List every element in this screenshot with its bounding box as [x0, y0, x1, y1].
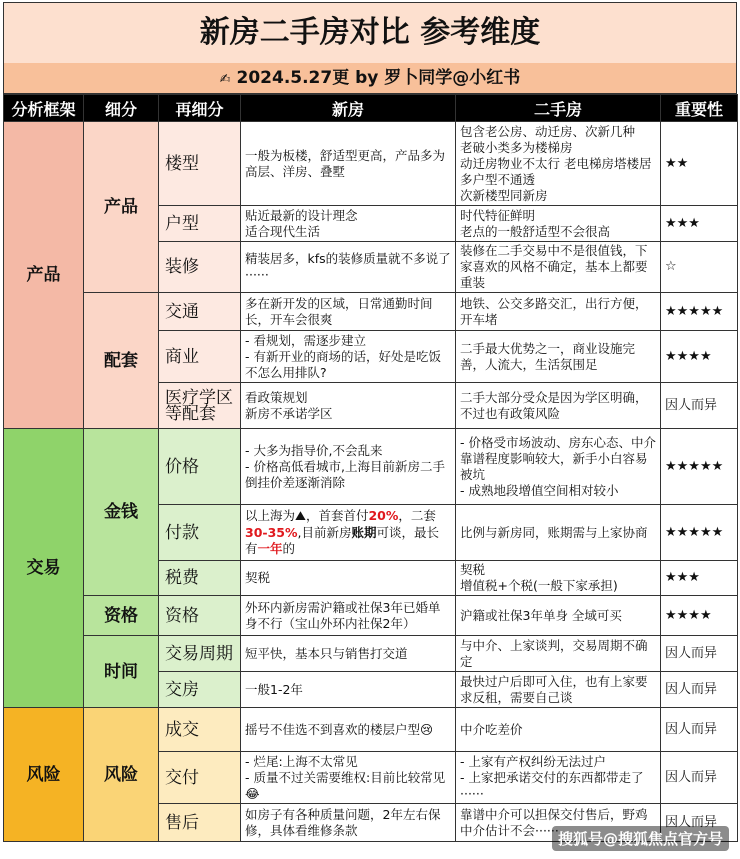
imp-jiaofang: 因人而异 [661, 672, 738, 708]
imp-huxing: ★★★ [661, 206, 738, 242]
new-zige: 外环内新房需沪籍或社保3年已婚单身不行（宝山外环内社保2年） [241, 596, 456, 636]
new-shouhou: 如房子有各种质量问题，2年左右保修，具体看维修条款 [241, 804, 456, 842]
item-jiaotong: 交通 [159, 293, 241, 331]
sub-product: 产品 [84, 122, 159, 293]
imp-chengjiao: 因人而异 [661, 708, 738, 752]
used-zhouqi: 与中介、上家谈判，交易周期不确定 [456, 636, 661, 672]
new-fukuan: 以上海为⛰，首套首付20%，二套30-35%,目前新房账期可谈，最长有一年的 [241, 505, 456, 561]
sub-zige: 资格 [84, 596, 159, 636]
imp-jiaofu: 因人而异 [661, 752, 738, 804]
new-yiliao: 看政策规划 新房不承诺学区 [241, 383, 456, 429]
item-fukuan: 付款 [159, 505, 241, 561]
table-row [4, 293, 738, 331]
imp-jiage: ★★★★★ [661, 429, 738, 505]
used-jiaofu: - 上家有产权纠纷无法过户 - 上家把承诺交付的东西都带走了······ [456, 752, 661, 804]
used-shangye: 二手最大优势之一，商业设施完善，人流大，生活氛围足 [456, 331, 661, 383]
item-shuifei: 税费 [159, 561, 241, 596]
used-shuifei: 契税 增值税+个税(一般下家承担) [456, 561, 661, 596]
imp-zige: ★★★★ [661, 596, 738, 636]
item-shangye: 商业 [159, 331, 241, 383]
used-jiage: - 价格受市场波动、房东心态、中介靠谱程度影响较大，新手小白容易被坑 - 成熟地段增值空间相对较小 [456, 429, 661, 505]
used-huxing: 时代特征鲜明 老点的一般舒适型不会很高 [456, 206, 661, 242]
table-row [4, 122, 738, 206]
header-row [4, 95, 738, 122]
new-louxing: 一般为板楼，舒适型更高，产品多为高层、洋房、叠墅 [241, 122, 456, 206]
item-shouhou: 售后 [159, 804, 241, 842]
item-zhouqi: 交易周期 [159, 636, 241, 672]
new-jiaotong: 多在新开发的区域，日常通勤时间长，开车会很爽 [241, 293, 456, 331]
frame-trade: 交易 [4, 429, 84, 708]
used-chengjiao: 中介吃差价 [456, 708, 661, 752]
imp-zhuangxiu: ☆ [661, 242, 738, 293]
imp-jiaotong: ★★★★★ [661, 293, 738, 331]
header-used: 二手房 [456, 95, 661, 122]
item-jiage: 价格 [159, 429, 241, 505]
page-subtitle: ✍ 2024.5.27更 by 罗卜同学@小红书 [3, 63, 737, 94]
new-shangye: - 看规划，需逐步建立 - 有新开业的商场的话，好处是吃饭不怎么用排队? [241, 331, 456, 383]
item-chengjiao: 成交 [159, 708, 241, 752]
used-jiaofang: 最快过户后即可入住，也有上家要求反租，需要自己谈 [456, 672, 661, 708]
table-row [4, 596, 738, 636]
shanghai-icon: ⛰ [295, 509, 306, 524]
item-yiliao: 医疗学区等配套 [159, 383, 241, 429]
new-chengjiao: 摇号不佳选不到喜欢的楼层户型😢 [241, 708, 456, 752]
item-louxing: 楼型 [159, 122, 241, 206]
used-shouhou: 靠谱中介可以担保交付售后，野鸡中介估计不会······ [456, 804, 661, 842]
header-sub: 细分 [84, 95, 159, 122]
item-huxing: 户型 [159, 206, 241, 242]
pen-icon: ✍ [219, 72, 231, 87]
comparison-table [3, 94, 738, 842]
new-zhouqi: 短平快，基本只与销售打交道 [241, 636, 456, 672]
used-zhuangxiu: 装修在二手交易中不是很值钱，下家喜欢的风格不确定，基本上都要重装 [456, 242, 661, 293]
new-jiage: - 大多为指导价,不会乱来 - 价格高低看城市,上海目前新房二手倒挂价差逐渐消除 [241, 429, 456, 505]
new-shuifei: 契税 [241, 561, 456, 596]
header-subsub: 再细分 [159, 95, 241, 122]
sub-risk: 风险 [84, 708, 159, 842]
frame-product: 产品 [4, 122, 84, 429]
item-zhuangxiu: 装修 [159, 242, 241, 293]
new-zhuangxiu: 精装居多，kfs的装修质量就不多说了······ [241, 242, 456, 293]
header-frame: 分析框架 [4, 95, 84, 122]
imp-zhouqi: 因人而异 [661, 636, 738, 672]
watermark: 搜狐号@搜狐焦点官方号 [552, 826, 729, 851]
imp-louxing: ★★ [661, 122, 738, 206]
sub-peitao: 配套 [84, 293, 159, 429]
table-row [4, 636, 738, 672]
imp-fukuan: ★★★★★ [661, 505, 738, 561]
imp-shouhou: 因人而异 [661, 804, 738, 842]
new-jiaofang: 一般1-2年 [241, 672, 456, 708]
header-importance: 重要性 [661, 95, 738, 122]
imp-shangye: ★★★★ [661, 331, 738, 383]
item-zige: 资格 [159, 596, 241, 636]
imp-yiliao: 因人而异 [661, 383, 738, 429]
sub-money: 金钱 [84, 429, 159, 596]
new-huxing: 贴近最新的设计理念 适合现代生活 [241, 206, 456, 242]
page-title: 新房二手房对比 参考维度 [3, 2, 737, 64]
sub-time: 时间 [84, 636, 159, 708]
header-new: 新房 [241, 95, 456, 122]
used-fukuan: 比例与新房同，账期需与上家协商 [456, 505, 661, 561]
comparison-sheet [3, 2, 737, 857]
used-louxing: 包含老公房、动迁房、次新几种 老破小类多为楼梯房 动迁房物业不太行 老电梯房塔楼居多户型不通透 次新楼型同新房 [456, 122, 661, 206]
table-row [4, 429, 738, 505]
frame-risk: 风险 [4, 708, 84, 842]
used-zige: 沪籍或社保3年单身 全域可买 [456, 596, 661, 636]
item-jiaofu: 交付 [159, 752, 241, 804]
imp-shuifei: ★★★ [661, 561, 738, 596]
used-jiaotong: 地铁、公交多路交汇，出行方便，开车堵 [456, 293, 661, 331]
used-yiliao: 二手大部分受众是因为学区明确，不过也有政策风险 [456, 383, 661, 429]
item-jiaofang: 交房 [159, 672, 241, 708]
new-jiaofu: - 烂尾:上海不太常见 - 质量不过关需要维权:目前比较常见😂 [241, 752, 456, 804]
table-row [4, 708, 738, 752]
